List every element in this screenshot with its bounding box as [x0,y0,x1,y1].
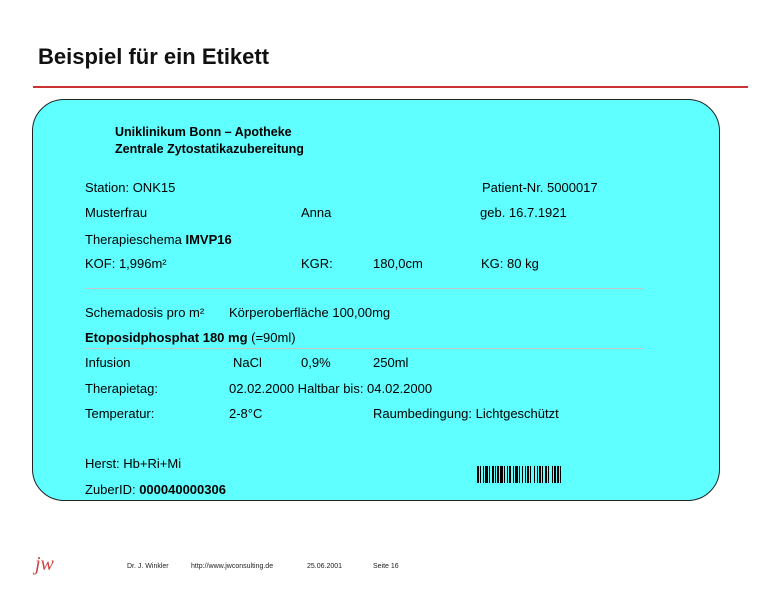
infusion-label: Infusion [85,355,131,370]
body-surface: KOF: 1,996m² [85,256,167,271]
therapy-scheme-label: Therapieschema [85,232,186,247]
drug-label-card [32,99,720,501]
zuber-id [85,482,226,497]
dose-basis-label: Schemadosis pro m² [85,305,205,320]
drug-volume: (=90ml) [247,330,296,345]
weight: KG: 80 kg [481,256,539,271]
jw-logo: jw [35,553,54,575]
patient-birthdate: geb. 16.7.1921 [480,205,567,220]
footer-page-number: Seite 16 [373,563,399,570]
separator-line [85,288,643,289]
height-value: 180,0cm [373,256,423,271]
footer-author: Dr. J. Winkler [127,563,169,570]
temperature-label: Temperatur: [85,406,155,421]
patient-number: Patient-Nr. 5000017 [482,180,598,195]
drug-name: Etoposidphosphat 180 mg [85,330,248,345]
label-header-department: Zentrale Zytostatikazubereitung [115,142,304,156]
station: Station: ONK15 [85,180,176,195]
room-condition: Raumbedingung: Lichtgeschützt [373,406,559,421]
therapy-scheme-value: IMVP16 [185,232,232,247]
zuber-id-value: 000040000306 [139,482,226,497]
barcode [477,466,594,483]
height-label: KGR: [301,256,333,271]
dose-basis-value: Körperoberfläche 100,00mg [229,305,391,320]
therapy-scheme [85,232,232,247]
infusion-volume: 250ml [373,355,409,370]
footer-date: 25.06.2001 [307,563,343,570]
infusion-concentration: 0,9% [301,355,331,370]
temperature-value: 2-8°C [229,406,263,421]
slide-title: Beispiel für ein Etikett [38,44,270,69]
footer-url[interactable]: http://www.jwconsulting.de [191,563,274,570]
label-header-hospital: Uniklinikum Bonn – Apotheke [115,125,292,139]
therapy-day-value: 02.02.2000 Haltbar bis: 04.02.2000 [229,381,433,396]
patient-firstname: Anna [301,205,332,220]
zuber-id-label: ZuberID: [85,482,140,497]
drug-dose [85,330,296,345]
title-divider [33,86,748,88]
patient-surname: Musterfrau [85,205,148,220]
separator-line [85,348,643,349]
manufacturer: Herst: Hb+Ri+Mi [85,456,182,471]
therapy-day-label: Therapietag: [85,381,158,396]
infusion-solution: NaCl [233,355,262,370]
